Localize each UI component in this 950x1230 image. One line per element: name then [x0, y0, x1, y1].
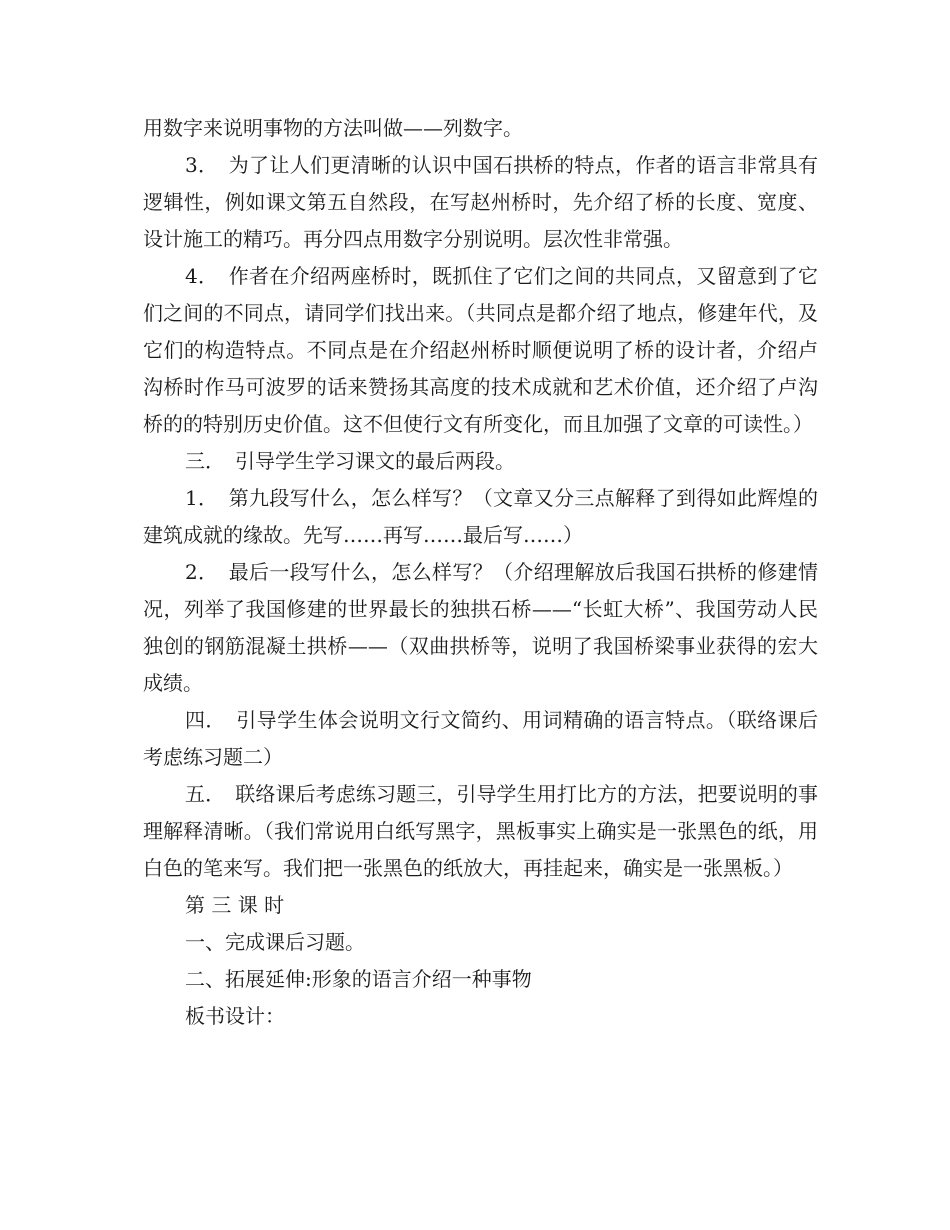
lesson-heading: 第 三 课 时: [185, 893, 285, 917]
paragraph-item-3: 3． 为了让人们更清晰的认识中国石拱桥的特点，作者的语言非常具有逻辑性，例如课文第五自然段，在写赵州桥时，先介绍了桥的长度、宽度、设计施工的精巧。再分四点用数字分别说明。层次性非常强。: [143, 153, 818, 251]
section-heading-4: 四． 引导学生体会说明文行文简约、用词精确的语言特点。（联络课后考虑练习题二）: [143, 708, 818, 769]
paragraph-continuation: 用数字来说明事物的方法叫做——列数字。: [143, 116, 523, 140]
paragraph-item-1: 1． 第九段写什么，怎么样写？（文章又分三点解释了到得如此辉煌的建筑成就的缘故。先写……再写……最后写……）: [143, 486, 818, 547]
document-body: [143, 110, 818, 1035]
task-item-1: 一、完成课后习题。: [185, 930, 365, 954]
section-heading-3: 三． 引导学生学习课文的最后两段。: [185, 449, 515, 473]
paragraph-item-4: 4． 作者在介绍两座桥时，既抓住了它们之间的共同点，又留意到了它们之间的不同点，请同学们找出来。（共同点是都介绍了地点，修建年代，及它们的构造特点。不同点是在介绍赵州桥时顺便说明了桥的设计者，介绍卢沟桥时作马可波罗的话来赞扬其高度的技术成就和艺术价值，还介绍了卢沟桥的的特别历史价值。这不但使行文有所变化，而且加强了文章的可读性。）: [143, 264, 818, 436]
section-heading-5: 五． 联络课后考虑练习题三，引导学生用打比方的方法，把要说明的事理解释清晰。（我们常说用白纸写黑字，黑板事实上确实是一张黑色的纸，用白色的笔来写。我们把一张黑色的纸放大，再挂起来，确实是一张黑板。）: [143, 782, 818, 880]
paragraph-item-2: 2． 最后一段写什么，怎么样写？（介绍理解放后我国石拱桥的修建情况，列举了我国修建的世界最长的独拱石桥——“长虹大桥”、我国劳动人民独创的钢筋混凝土拱桥——（双曲拱桥等，说明了我国桥梁事业获得的宏大成绩。: [143, 560, 818, 695]
board-design-label: 板书设计：: [185, 1004, 285, 1028]
task-item-2: 二、拓展延伸:形象的语言介绍一种事物: [185, 967, 532, 991]
